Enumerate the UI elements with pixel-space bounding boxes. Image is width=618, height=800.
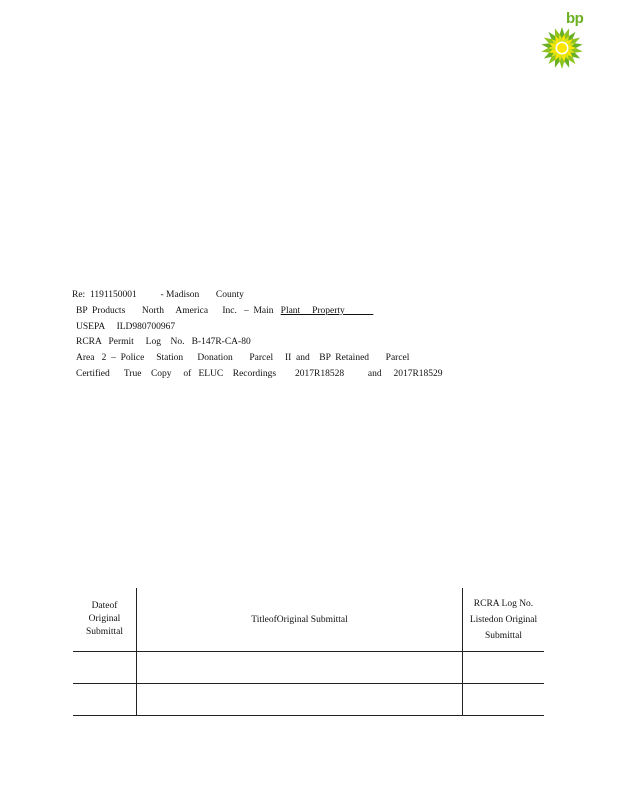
ref-line-re: Re: 1191150001 - Madison County bbox=[72, 290, 244, 300]
table-cell bbox=[73, 652, 137, 684]
table-cell bbox=[137, 652, 463, 684]
bp-logo bbox=[540, 12, 588, 74]
table-header-row bbox=[73, 588, 544, 652]
ref-line-company bbox=[72, 304, 443, 320]
bp-logo-text: bp bbox=[566, 10, 584, 27]
submittal-table bbox=[73, 588, 544, 716]
table-cell bbox=[137, 684, 463, 716]
ref-line-usepa: USEPA ILD980700967 bbox=[76, 321, 176, 332]
table-row bbox=[73, 652, 544, 684]
ref-company-underlined: Plant Property bbox=[280, 305, 374, 316]
ref-line-area: Area 2 – Police Station Donation Parcel II and BP Retained Parcel bbox=[76, 353, 410, 364]
reference-block bbox=[72, 288, 443, 383]
table-cell bbox=[73, 684, 137, 716]
table-cell bbox=[463, 684, 545, 716]
helios-icon bbox=[540, 26, 584, 70]
header-date-of-original: Dateof Original Submittal bbox=[73, 588, 137, 652]
ref-line-rcra: RCRA Permit Log No. B-147R-CA-80 bbox=[76, 337, 251, 348]
ref-company-text: BP Products North America Inc. – Main bbox=[76, 305, 274, 316]
table-cell bbox=[463, 652, 545, 684]
header-title-of-original: TitleofOriginal Submittal bbox=[137, 588, 463, 652]
header-rcra-log-no: RCRA Log No. Listedon Original Submittal bbox=[463, 588, 545, 652]
ref-line-certified: Certified True Copy of ELUC Recordings 2017R18528 and 2017R18529 bbox=[76, 368, 443, 379]
table-row bbox=[73, 684, 544, 716]
